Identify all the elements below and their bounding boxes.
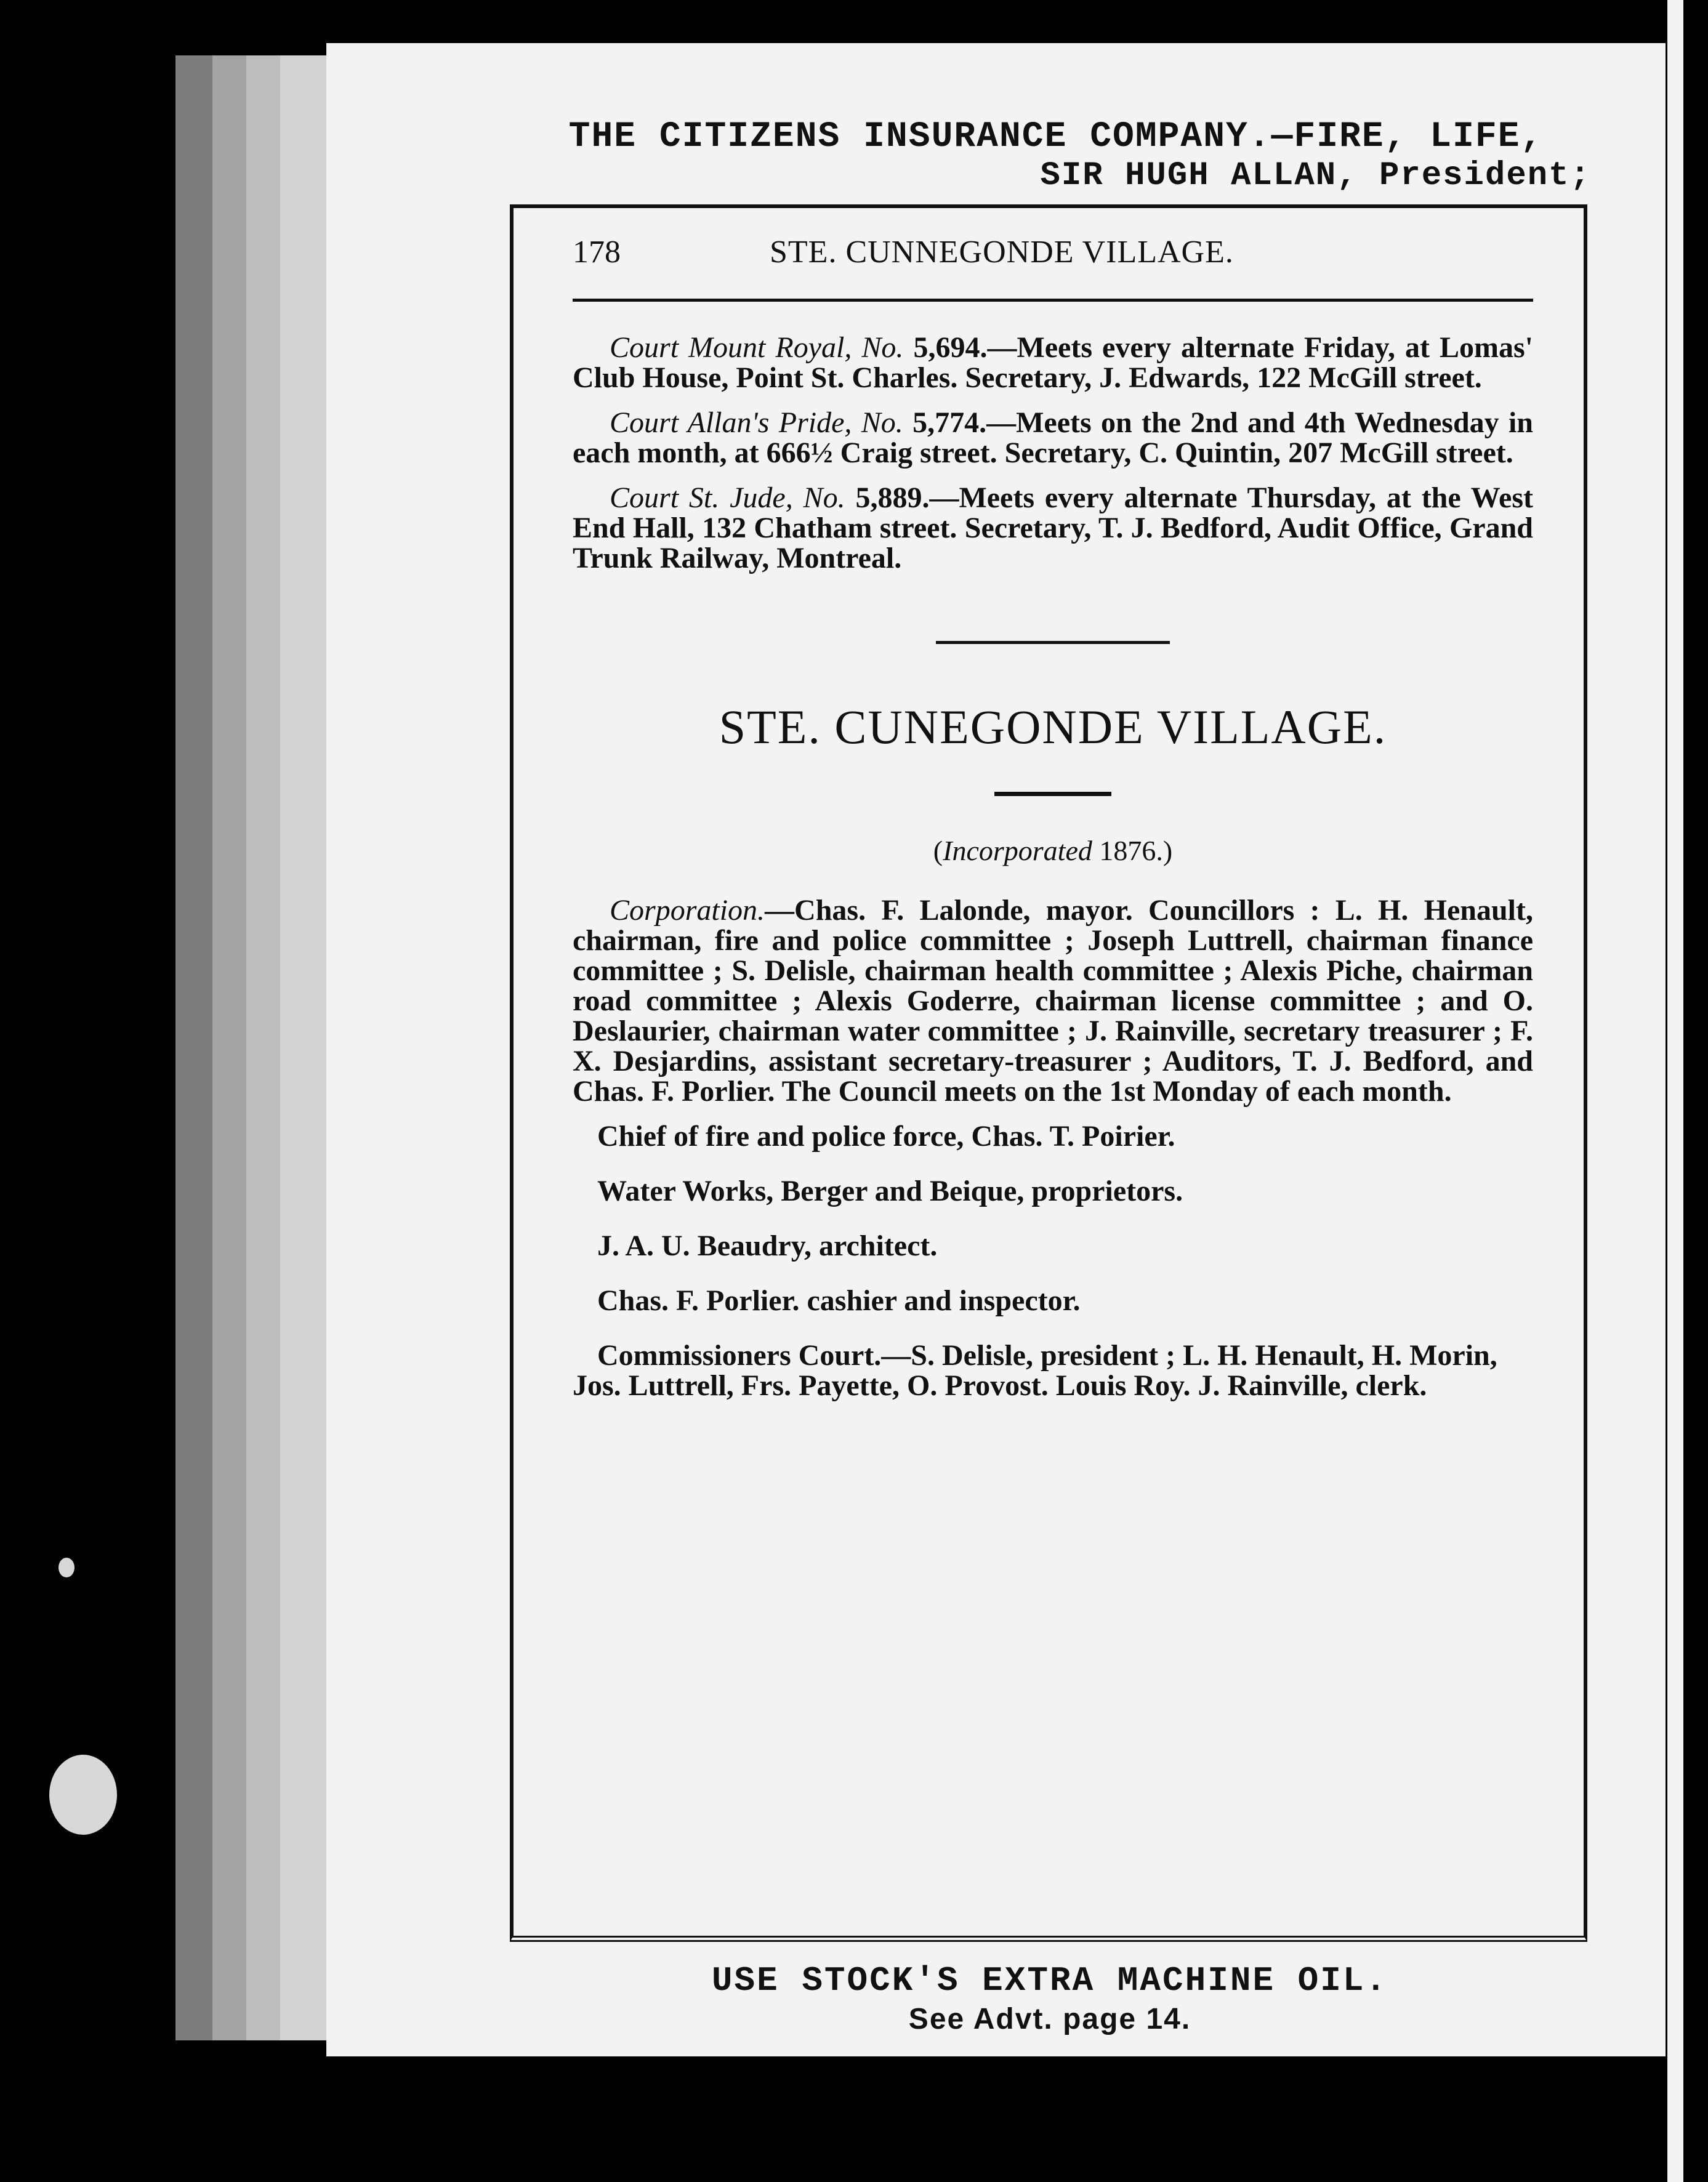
running-head xyxy=(573,234,1533,277)
incorporated-year: 1876.) xyxy=(1092,835,1173,866)
book-edge xyxy=(175,55,212,2040)
book-edge xyxy=(212,55,246,2040)
corporation-label: Corporation. xyxy=(610,894,765,927)
incorporated-paren: ( xyxy=(933,835,943,866)
section-separator xyxy=(936,641,1170,644)
officer-line: J. A. U. Beaudry, architect. xyxy=(597,1230,938,1262)
court-name: Court Allan's Pride, No. xyxy=(610,406,903,439)
court-entry xyxy=(573,483,1533,573)
top-advertisement-line2: SIR HUGH ALLAN, President; xyxy=(1040,157,1591,195)
bottom-advertisement-line2: See Advt. page 14. xyxy=(908,2003,1191,2035)
commissioners-court: Commissioners Court.—S. Delisle, president ; L. H. Henault, H. Morin, Jos. Luttrell, Frs. Payette, O. Provost. Louis Roy. J. Rainville, clerk. xyxy=(573,1339,1497,1402)
section-title: STE. CUNEGONDE VILLAGE. xyxy=(719,700,1387,754)
header-rule xyxy=(573,299,1533,302)
incorporated-note xyxy=(573,834,1533,867)
corporation-entry xyxy=(573,895,1533,1106)
officer-line: Water Works, Berger and Beique, proprietors. xyxy=(597,1175,1183,1207)
officer-line: Chief of fire and police force, Chas. T. Poirier. xyxy=(597,1120,1175,1153)
court-name: Court St. Jude, No. xyxy=(610,481,845,514)
title-rule xyxy=(994,792,1111,796)
page-margin-strip xyxy=(1667,0,1683,2182)
scan-speck xyxy=(49,1755,117,1835)
officer-line: Chas. F. Porlier. cashier and inspector. xyxy=(597,1284,1081,1317)
scan-speck xyxy=(58,1558,75,1577)
corporation-details: —Chas. F. Lalonde, mayor. Councillors : L. H. Henault, chairman, fire and police committee ; Joseph Luttrell, chairman finance committee ; S. Delisle, chairman health committee ; Alexis Piche, chairman road committee ; Alexis Goderre, chairman license committee ; and O. Deslaurier, chairman water committee ; J. Rainville, secretary treasurer ; F. X. Desjardins, assistant secretary-treasurer ; Auditors, T. J. Bedford, and Chas. F. Porlier. The Council meets on the 1st Monday of each month. xyxy=(573,894,1533,1108)
court-name: Court Mount Royal, No. xyxy=(610,331,904,364)
book-edge xyxy=(280,55,326,2040)
court-entry xyxy=(573,408,1533,468)
incorporated-word: Incorporated xyxy=(943,835,1092,866)
page-number: 178 xyxy=(573,235,621,270)
top-advertisement-line1: THE CITIZENS INSURANCE COMPANY.—FIRE, LIFE, xyxy=(568,117,1544,157)
court-details: 5,889.—Meets every alternate Thursday, at the West End Hall, 132 Chatham street. Secretary, T. J. Bedford, Audit Office, Grand Trunk Railway, Montreal. xyxy=(573,481,1533,574)
court-details: 5,774.—Meets on the 2nd and 4th Wednesday in each month, at 666½ Craig street. Secretary, C. Quintin, 207 McGill street. xyxy=(573,406,1533,469)
running-head-title: STE. CUNNEGONDE VILLAGE. xyxy=(770,235,1234,270)
court-entry xyxy=(573,332,1533,393)
book-edge xyxy=(246,55,280,2040)
bottom-advertisement-line1: USE STOCK'S EXTRA MACHINE OIL. xyxy=(711,1961,1388,2000)
page-content xyxy=(573,234,1533,1425)
court-details: 5,694.—Meets every alternate Friday, at Lomas' Club House, Point St. Charles. Secretary, J. Edwards, 122 McGill street. xyxy=(573,331,1534,394)
